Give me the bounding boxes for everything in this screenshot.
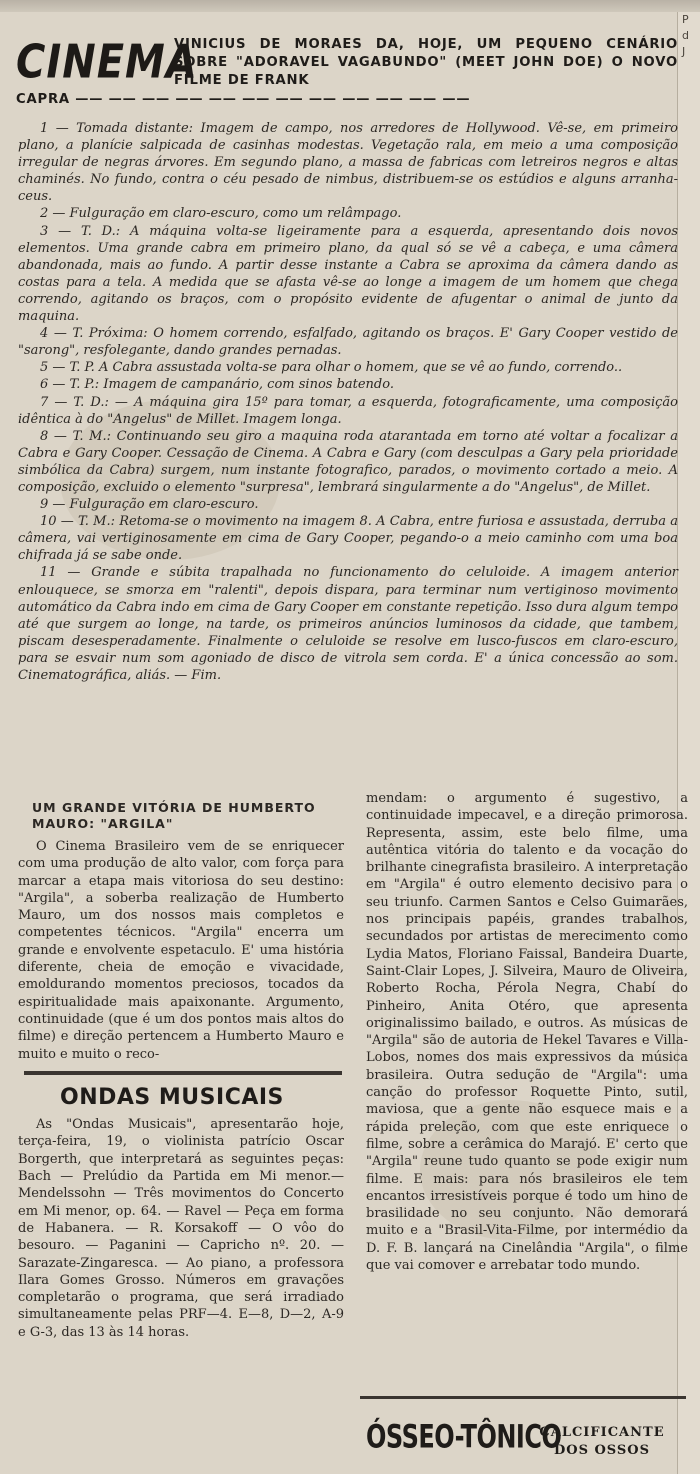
- headline: VINICIUS DE MORAES DA, HOJE, UM PEQUENO CENÁRIO SOBRE "ADORAVEL VAGABUNDO" (MEET JOHN DOE) O NOVO FILME DE FRANK: [174, 37, 678, 88]
- scene-paragraph: 8 — T. M.: Continuando seu giro a maquina roda atarantada em torno até voltar a focalizar a Cabra e Gary Cooper. Cessação de Cinema. A Cabra e Gary (com desculpas a Gary pela prioridade simbólica da Cabra) surgem, num instante fotografico, parados, o movimento cortado a meio. A composição, excluido o elemento "surpresa", lembrará singularmente a do "Angelus", de Millet.: [18, 428, 678, 495]
- scenario-text: [18, 120, 678, 684]
- scene-paragraph: 7 — T. D.: — A máquina gira 15º para tomar, a esquerda, fotograficamente, uma composição idêntica à do "Angelus" de Millet. Imagem longa.: [18, 394, 678, 427]
- scene-paragraph: 5 — T. P. A Cabra assustada volta-se para olhar o homem, que se vê ao fundo, correndo..: [40, 360, 623, 376]
- top-edge: [0, 0, 700, 12]
- scene-paragraph: 6 — T. P.: Imagem de campanário, com sinos batendo.: [40, 377, 394, 393]
- scene-paragraph: 1 — Tomada distante: Imagem de campo, nos arredores de Hollywood. Vê-se, em primeiro plano, a planície salpicada de casinhas modestas. Vegetação rala, em meio a uma composição irregular de negras árvores. Em segundo plano, a massa de fabricas com letreiros negros e altas chaminés. No fundo, contra o céu pesado de nimbus, distribuem-se os estúdios e alguns arranha-ceus.: [18, 121, 678, 205]
- argila-body-right: mendam: o argumento é sugestivo, a continuidade impecavel, e a direção primorosa. Representa, assim, este belo filme, uma autêntica vitória do talento e da vocação do brilhante cinegrafista brasileiro. A interpretação em "Argila" é outro elemento decisivo para o seu triunfo. Carmen Santos e Celso Guimarães, nos principais papéis, grandes trabalhos, secundados por artistas de merecimento como Lydia Matos, Floriano Faissal, Bandeira Duarte, Saint-Clair Lopes, J. Silveira, Mauro de Oliveira, Roberto Rocha, Pérola Negra, Chabí do Pinheiro, Anita Otéro, que apresenta originalissimo bailado, e outros. As músicas de "Argila" são de autoria de Hekel Tavares e Villa-Lobos, nomes dos mais expressivos da música brasileira. Outra sedução de "Argila": uma canção do professor Roquette Pinto, sutil, maviosa, que a gente não esquece mais e a rápida preleção, com que este enriquece o filme, sobre a cerâmica do Marajó. E' certo que "Argila" reune tudo quanto se pode exigir num filme. E mais: para nós brasileiros ele tem encantos irresistíveis porque é todo um hino de brasilidade no seu conjunto. Não demorará muito e a "Brasil-Vita-Filme, por intermédio da D. F. B. lançará na Cinelândia "Argila", o filme que vai comover e arrebatar todo mundo.: [366, 791, 688, 1274]
- scene-paragraph: 2 — Fulguração em claro-escuro, como um relâmpago.: [40, 206, 402, 222]
- section-title: CINEMA: [16, 36, 198, 89]
- section-divider: [24, 1071, 342, 1075]
- scene-paragraph: 4 — T. Próxima: O homem correndo, esfalfado, agitando os braços. E' Gary Cooper vestido de "sarong", resfolegante, dando grandes pernadas.: [18, 326, 678, 359]
- article-header: [14, 30, 678, 114]
- right-column: [366, 790, 688, 1274]
- scene-paragraph: 9 — Fulguração em claro-escuro.: [40, 497, 259, 513]
- margin-letter: d: [682, 29, 689, 42]
- scene-paragraph: 11 — Grande e súbita trapalhada no funcionamento do celuloide. A imagem anterior enlouquece, se smorza em "ralenti", depois dispara, para terminar num vertiginoso movimento automático da Cabra indo em cima de Gary Cooper em constante repetição. Isso dura algum tempo até que surgem ao longe, na tarde, os primeiros anúncios luminosos da cidade, que tambem, piscam desesperadamente. Finalmente o celuloide se resolve em lusco-fuscos em claro-escuro, para se esvair num som agoniado de disco de vitrola sem corda. E' a única concessão ao som. Cinematográfica, aliás. — Fim.: [18, 565, 678, 683]
- scene-paragraph: 3 — T. D.: A máquina volta-se ligeiramente para a esquerda, apresentando dois novos elementos. Uma grande cabra em primeiro plano, da qual só se vê a cabeça, e uma câmera abandonada, mais ao fundo. A partir desse instante a Cabra se aproxima da câmera dando as costas para a tela. A medida que se afasta vê-se ao longe a imagem de um homem que chega correndo, agitando os braços, com o propósito evidente de afugentar o animal de junto da maquina.: [18, 223, 678, 325]
- margin-letter: P: [682, 13, 689, 26]
- ondas-body: As "Ondas Musicais", apresentarão hoje, terça-feira, 19, o violinista patrício Oscar Borgerth, que interpretará as seguintes peças: Bach — Prelúdio da Partida em Mi menor.—Mendelssohn — Três movimentos do Concerto em Mi menor, op. 64. — Ravel — Peça em forma de Habanera. — R. Korsakoff — O vôo do besouro. — Paganini — Capricho nº. 20. — Sarazate-Zingaresca. — Ao piano, a professora Ilara Gomes Grosso. Números em gravações completarão o programa, que será irradiado simultaneamente pelas PRF—4. E—8, D—2, A-9 e G-3, das 13 às 14 horas.: [18, 1117, 344, 1340]
- left-column: [18, 800, 344, 1341]
- ad-tagline: [532, 1424, 672, 1460]
- ondas-title: ONDAS MUSICAIS: [60, 1084, 284, 1110]
- ad-tagline-line: DOS OSSOS: [553, 1443, 651, 1458]
- ad-tagline-line: CALCIFICANTE: [539, 1425, 665, 1440]
- headline-continuation: CAPRA —— —— —— —— —— —— —— —— —— —— —— ——: [16, 92, 471, 107]
- ad-product-name: ÓSSEO-TÔNICO: [366, 1418, 562, 1456]
- argila-body-left: O Cinema Brasileiro vem de se enriquecer com uma produção de alto valor, com força para marcar a etapa mais vitoriosa do seu destino: "Argila", a soberba realização de Humberto Mauro, um dos nossos mais completos e competentes técnicos. "Argila" encerra um grande e envolvente espetaculo. E' uma história diferente, cheia de emoção e vivacidade, emoldurando momentos preciosos, tocados da espiritualidade mais apaixonante. Argumento, continuidade (que é um dos pontos mais altos do filme) e direção pertencem a Humberto Mauro e muito e muito o reco-: [18, 839, 344, 1062]
- ad-divider: [360, 1396, 686, 1399]
- argila-headline: UM GRANDE VITÓRIA DE HUMBERTO MAURO: "ARGILA": [32, 800, 316, 831]
- margin-letter: J: [682, 45, 686, 58]
- scene-paragraph: 10 — T. M.: Retoma-se o movimento na imagem 8. A Cabra, entre furiosa e assustada, derruba a câmera, vai vertiginosamente em cima de Gary Cooper, pegando-o a meio caminho com uma boa chifrada já se sabe onde.: [18, 514, 678, 564]
